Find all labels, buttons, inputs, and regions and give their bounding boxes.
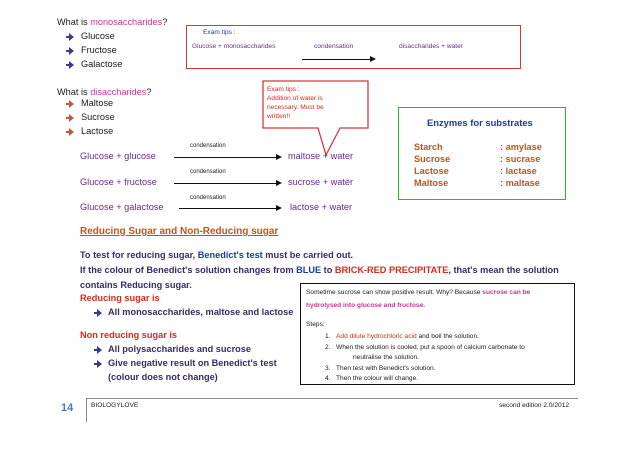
exam-tip-2-line: Addition of water is <box>267 95 323 102</box>
di-item: Maltose <box>81 98 114 108</box>
sucrose-line-1-pre: Sometime sucrose can show positive result. Why? Because <box>306 289 483 296</box>
enzyme-name: : amylase <box>500 142 542 152</box>
enzyme-substrate: Starch <box>414 142 443 152</box>
sucrose-box <box>300 283 575 385</box>
di-question-suffix: ? <box>146 87 152 97</box>
mono-question-suffix: ? <box>162 17 168 27</box>
exam-tip-1-title: Exam tips : <box>203 29 236 36</box>
bullet-arrow-icon <box>66 61 74 69</box>
nonreducing-note: (colour does not change) <box>108 372 218 382</box>
enzymes-box <box>398 107 566 200</box>
reaction-right: sucrose + water <box>288 177 354 187</box>
exam-tip-2-line: Exam tips : <box>267 86 300 93</box>
reaction-left: Glucose + fructose <box>80 177 157 187</box>
reaction-arrow <box>174 157 280 158</box>
page-number: 14 <box>61 402 74 414</box>
mono-item: Glucose <box>81 31 115 41</box>
bullet-arrow-icon <box>66 47 74 55</box>
bullet-arrow-icon <box>66 33 74 41</box>
step-text: When the solution is cooled, put a spoon of calcium carbonate to <box>336 344 525 351</box>
exam-tip-2-line: written!! <box>267 113 291 120</box>
nonreducing-item: All polysaccharides and sucrose <box>108 344 251 354</box>
di-item: Sucrose <box>81 112 115 122</box>
test-line-post: must be carried out. <box>262 250 354 260</box>
reaction-process: condensation <box>190 169 226 175</box>
exam-tip-2-line: necessary. Must be <box>267 104 324 111</box>
exam-tip-box-1 <box>186 25 521 69</box>
colour-line-post: , that's mean the solution <box>448 265 559 275</box>
enzymes-title: Enzymes for substrates <box>427 117 533 128</box>
test-line-pre: To test for reducing sugar, <box>80 250 198 260</box>
sucrose-line-2: hydrolysed into glucose and fructose. <box>306 302 426 309</box>
nonreducing-label: Non reducing sugar is <box>80 330 177 340</box>
mono-item: Fructose <box>81 45 117 55</box>
enzyme-name: : maltase <box>500 178 540 188</box>
step-text-red: Add dilute hydrochloric acid <box>336 333 417 340</box>
reaction-left: Glucose + glucose <box>80 151 156 161</box>
reaction-arrow <box>179 208 280 209</box>
reaction-right: maltose + water <box>288 151 354 161</box>
mono-question <box>57 17 167 27</box>
sucrose-line-1-term: sucrose can be <box>482 289 531 296</box>
mono-question-prefix: What is <box>57 17 91 27</box>
reducing-label: Reducing sugar is <box>80 293 160 303</box>
exam-tip-2-text <box>267 85 324 121</box>
nonreducing-item: Give negative result on Benedict's test <box>108 358 277 368</box>
bullet-arrow-icon <box>94 360 102 368</box>
mono-question-term: monosaccharides <box>90 17 163 27</box>
step-text: Then test with Benedict's solution. <box>336 365 436 372</box>
reaction-left: Glucose + galactose <box>80 202 164 212</box>
bullet-arrow-icon <box>94 309 102 317</box>
step-number: 4. <box>325 375 331 382</box>
colour-line-2: contains Reducing sugar. <box>80 280 192 290</box>
reaction-right: lactose + water <box>290 202 353 212</box>
test-line <box>80 250 353 260</box>
footer-rule <box>86 398 578 399</box>
reducing-item: All monosaccharides, maltose and lactose <box>108 307 294 317</box>
step-text: Then the colour will change. <box>336 375 419 382</box>
mono-item: Galactose <box>81 59 123 69</box>
bullet-arrow-icon <box>66 114 74 122</box>
enzyme-name: : lactase <box>500 166 537 176</box>
reaction-arrow <box>174 183 280 184</box>
exam-tip-1-process: condensation <box>314 43 354 50</box>
di-item: Lactose <box>81 126 114 136</box>
reaction-process: condensation <box>190 143 226 149</box>
enzyme-substrate: Lactose <box>414 166 449 176</box>
step-number: 1. <box>325 333 331 340</box>
footer-edition: second edition 2.0/2012 <box>499 402 570 409</box>
colour-line-pre: If the colour of Benedict's solution changes from <box>80 265 297 275</box>
reaction-process: condensation <box>190 195 226 201</box>
test-line-term: Benedict's test <box>197 250 263 260</box>
exam-tip-1-left: Glucose + monosaccharides <box>192 43 276 50</box>
steps-label: Steps: <box>306 321 325 328</box>
step-text <box>336 333 479 340</box>
di-question-term: disaccharides <box>90 87 147 97</box>
exam-tip-1-right: disaccharides + water <box>399 43 463 50</box>
colour-line-mid: to <box>321 265 335 275</box>
bullet-arrow-icon <box>66 128 74 136</box>
colour-from: BLUE <box>296 265 322 275</box>
bullet-arrow-icon <box>66 100 74 108</box>
step-number: 2. <box>325 344 331 351</box>
step-number: 3. <box>325 365 331 372</box>
sucrose-line-1 <box>306 289 530 296</box>
enzyme-substrate: Maltose <box>414 178 449 188</box>
colour-to: BRICK-RED PRECIPITATE <box>334 265 449 275</box>
footer-divider <box>86 398 87 422</box>
step-text-rest: and boil the solution. <box>416 333 479 340</box>
colour-line <box>80 265 559 275</box>
enzyme-substrate: Sucrose <box>414 154 451 164</box>
di-question <box>57 87 152 97</box>
exam-tip-1-arrow <box>302 59 374 60</box>
bullet-arrow-icon <box>94 346 102 354</box>
enzyme-name: : sucrase <box>500 154 541 164</box>
footer-title: BIOLOGYLOVE <box>91 402 139 409</box>
reducing-heading: Reducing Sugar and Non-Reducing sugar <box>80 226 279 237</box>
step-text: neutralise the solution. <box>353 354 419 361</box>
di-question-prefix: What is <box>57 87 91 97</box>
